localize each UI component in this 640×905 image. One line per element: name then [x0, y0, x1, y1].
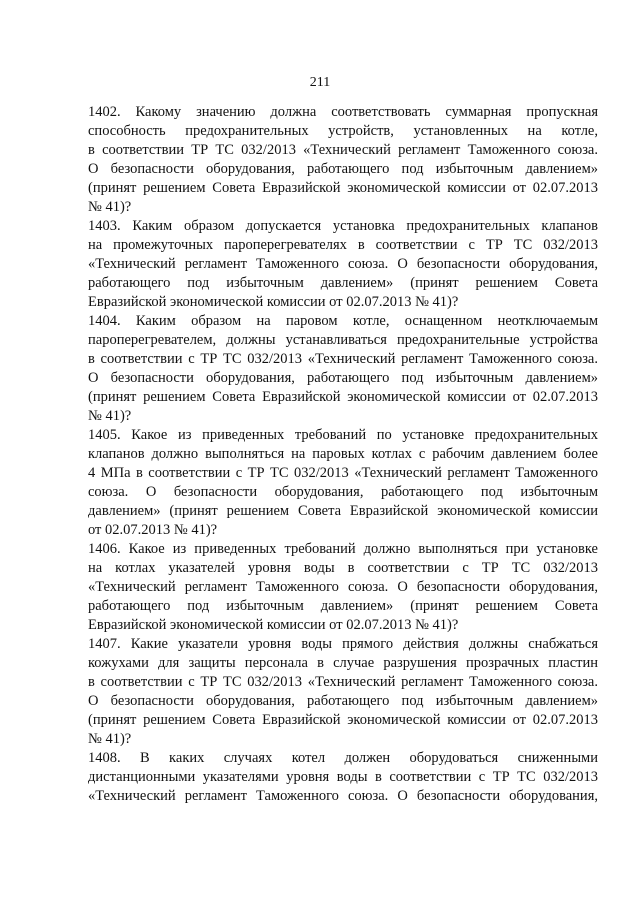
text-line: О безопасности оборудования, работающего под избыточным давлением»: [88, 370, 598, 386]
question-1402: [88, 103, 598, 217]
text-line: 4 МПа в соответствии с ТР ТС 032/2013 «Технический регламент Таможенного: [88, 465, 598, 481]
text-line: О безопасности оборудования, работающего под избыточным давлением»: [88, 693, 598, 709]
text-line: 1408. В каких случаях котел должен оборудоваться сниженными: [88, 750, 598, 766]
text-line: 1404. Каким образом на паровом котле, оснащенном неотключаемым: [88, 313, 598, 329]
text-line: на промежуточных пароперегревателях в соответствии с ТР ТС 032/2013: [88, 237, 598, 253]
text-line: № 41)?: [88, 199, 132, 215]
page-number: 211: [309, 75, 331, 90]
text-line: клапанов должно выполняться на паровых котлах с рабочим давлением более: [88, 446, 598, 462]
question-1403: [88, 217, 598, 312]
text-line: 1407. Какие указатели уровня воды прямого действия должны снабжаться: [88, 636, 598, 652]
text-line: 1402. Какому значению должна соответствовать суммарная пропускная: [88, 104, 598, 120]
text-line: О безопасности оборудования, работающего под избыточным давлением»: [88, 161, 598, 177]
text-line: работающего под избыточным давлением» (принят решением Совета: [88, 275, 598, 291]
text-line: «Технический регламент Таможенного союза. О безопасности оборудования,: [88, 256, 598, 272]
text-line: (принят решением Совета Евразийской экономической комиссии от 02.07.2013: [88, 712, 598, 728]
text-line: Евразийской экономической комиссии от 02.07.2013 № 41)?: [88, 617, 459, 633]
text-line: «Технический регламент Таможенного союза. О безопасности оборудования,: [88, 788, 598, 804]
question-1404: [88, 312, 598, 426]
question-1406: [88, 540, 598, 635]
text-line: от 02.07.2013 № 41)?: [88, 522, 218, 538]
text-line: кожухами для защиты персонала в случае разрушения прозрачных пластин: [88, 655, 598, 671]
text-line: в соответствии ТР ТС 032/2013 «Технический регламент Таможенного союза.: [88, 142, 598, 158]
question-list: [88, 103, 598, 806]
text-line: (принят решением Совета Евразийской экономической комиссии от 02.07.2013: [88, 389, 598, 405]
text-line: 1406. Какое из приведенных требований должно выполняться при установке: [88, 541, 598, 557]
text-line: в соответствии с ТР ТС 032/2013 «Технический регламент Таможенного союза.: [88, 674, 598, 690]
text-line: № 41)?: [88, 731, 132, 747]
text-line: дистанционными указателями уровня воды в соответствии с ТР ТС 032/2013: [88, 769, 598, 785]
text-line: пароперегревателем, должны устанавливаться предохранительные устройства: [88, 332, 598, 348]
text-line: 1403. Каким образом допускается установка предохранительных клапанов: [88, 218, 598, 234]
question-1405: [88, 426, 598, 540]
question-1407: [88, 635, 598, 749]
question-1408: [88, 749, 598, 806]
text-line: способность предохранительных устройств, установленных на котле,: [88, 123, 598, 139]
text-line: союза. О безопасности оборудования, работающего под избыточным: [88, 484, 598, 500]
text-line: № 41)?: [88, 408, 132, 424]
text-line: (принят решением Совета Евразийской экономической комиссии от 02.07.2013: [88, 180, 598, 196]
text-line: давлением» (принят решением Совета Евразийской экономической комиссии: [88, 503, 598, 519]
text-line: работающего под избыточным давлением» (принят решением Совета: [88, 598, 598, 614]
text-line: «Технический регламент Таможенного союза. О безопасности оборудования,: [88, 579, 598, 595]
text-line: Евразийской экономической комиссии от 02.07.2013 № 41)?: [88, 294, 459, 310]
text-line: в соответствии с ТР ТС 032/2013 «Технический регламент Таможенного союза.: [88, 351, 598, 367]
text-line: на котлах указателей уровня воды в соответствии с ТР ТС 032/2013: [88, 560, 598, 576]
text-line: 1405. Какое из приведенных требований по установке предохранительных: [88, 427, 598, 443]
